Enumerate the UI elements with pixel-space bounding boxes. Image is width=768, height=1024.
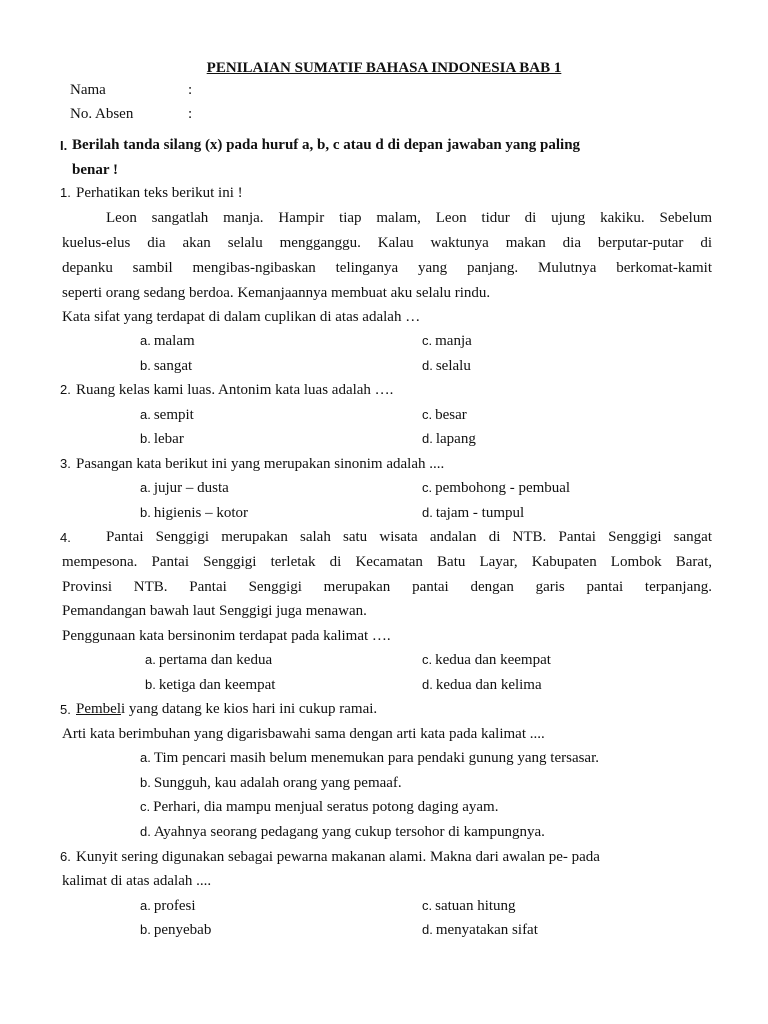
section-instruction-cont: benar ! (72, 162, 118, 178)
question-5-text: Arti kata berimbuhan yang digarisbawahi sama dengan arti kata pada kalimat .... (62, 726, 545, 742)
option-letter: b. (140, 505, 151, 520)
question-number: 5. (60, 702, 71, 717)
option-c[interactable] (140, 797, 498, 817)
option-b[interactable] (145, 675, 275, 695)
option-text: selalu (435, 358, 471, 374)
page-title: PENILAIAN SUMATIF BAHASA INDONESIA BAB 1 (206, 60, 562, 76)
option-letter: d. (422, 922, 433, 937)
option-letter: b. (140, 775, 151, 790)
passage-line: Leon sangatlah manja. Hampir tiap malam, Leon tidur di ujung kakiku. Sebelum (106, 210, 712, 226)
option-letter: b. (145, 677, 156, 692)
option-text: besar (435, 407, 467, 423)
option-text: tajam - tumpul (435, 505, 525, 521)
option-letter: a. (140, 898, 151, 913)
option-d[interactable] (140, 822, 545, 842)
option-c[interactable] (422, 478, 570, 498)
option-text: malam (153, 333, 195, 349)
option-d[interactable] (422, 920, 538, 940)
option-text: sempit (153, 407, 194, 423)
option-b[interactable] (140, 920, 211, 940)
option-text: jujur – dusta (153, 480, 229, 496)
option-letter: d. (422, 677, 433, 692)
option-letter: a. (140, 333, 151, 348)
option-a[interactable] (145, 650, 272, 670)
option-a[interactable] (140, 478, 229, 498)
passage-line: depanku sambil mengibas-ngibaskan telinganya yang panjang. Mulutnya berkomat-kamit (62, 260, 712, 276)
option-text: Tim pencari masih belum menemukan para pendaki gunung yang tersasar. (153, 750, 600, 766)
field-colon-absen: : (188, 106, 193, 122)
option-c[interactable] (422, 405, 467, 425)
option-text: pertama dan kedua (158, 652, 273, 668)
option-letter: c. (140, 799, 151, 814)
question-number: 2. (60, 382, 71, 397)
option-d[interactable] (422, 503, 524, 523)
option-d[interactable] (422, 356, 471, 376)
option-text: kedua dan kelima (435, 677, 542, 693)
option-a[interactable] (140, 896, 196, 916)
question-4-text: Penggunaan kata bersinonim terdapat pada kalimat …. (62, 628, 391, 644)
option-letter: c. (422, 480, 433, 495)
option-letter: b. (140, 431, 151, 446)
option-text: ketiga dan keempat (158, 677, 276, 693)
option-text: satuan hitung (435, 898, 516, 914)
option-text: Sungguh, kau adalah orang yang pemaaf. (153, 775, 402, 791)
question-6-text: Kunyit sering digunakan sebagai pewarna makanan alami. Makna dari awalan pe- pada (76, 849, 600, 865)
option-b[interactable] (140, 773, 402, 793)
option-d[interactable] (422, 675, 542, 695)
option-text: penyebab (153, 922, 212, 938)
question-number: 6. (60, 849, 71, 864)
passage-line: mempesona. Pantai Senggigi terletak di Kecamatan Batu Layar, Kabupaten Lombok Barat, (62, 554, 712, 570)
option-text: Perhari, dia mampu menjual seratus potong daging ayam. (153, 799, 499, 815)
question-number: 1. (60, 185, 71, 200)
option-letter: b. (140, 922, 151, 937)
option-text: lapang (435, 431, 476, 447)
field-label-absen: No. Absen (70, 106, 134, 122)
option-letter: d. (422, 431, 433, 446)
option-letter: c. (422, 898, 433, 913)
option-letter: d. (422, 505, 433, 520)
option-a[interactable] (140, 748, 599, 768)
option-letter: c. (422, 333, 433, 348)
section-instruction: Berilah tanda silang (x) pada huruf a, b, c atau d di depan jawaban yang paling (72, 137, 581, 153)
option-a[interactable] (140, 331, 195, 351)
option-letter: d. (422, 358, 433, 373)
question-5-sentence (76, 699, 377, 719)
question-number: 3. (60, 456, 71, 471)
option-b[interactable] (140, 503, 248, 523)
option-text: higienis – kotor (153, 505, 249, 521)
option-text: kedua dan keempat (435, 652, 551, 668)
option-text: lebar (153, 431, 184, 447)
question-3-text: Pasangan kata berikut ini yang merupakan sinonim adalah .... (76, 456, 445, 472)
question-1-text: Kata sifat yang terdapat di dalam cuplikan di atas adalah … (62, 309, 421, 325)
underlined-word: Pembel (76, 701, 121, 717)
option-text: sangat (153, 358, 193, 374)
passage-line: Provinsi NTB. Pantai Senggigi merupakan pantai dengan garis pantai terpanjang. (62, 579, 712, 595)
option-letter: a. (140, 480, 151, 495)
option-b[interactable] (140, 429, 184, 449)
option-letter: c. (422, 407, 433, 422)
option-letter: c. (422, 652, 433, 667)
passage-line: kuelus-elus dia akan selalu mengganggu. Kalau waktunya makan dia berputar-putar di (62, 235, 712, 251)
question-2-text: Ruang kelas kami luas. Antonim kata luas adalah …. (76, 382, 394, 398)
passage-line: Pemandangan bawah laut Senggigi juga menawan. (62, 603, 367, 619)
option-letter: a. (145, 652, 156, 667)
option-text: manja (435, 333, 472, 349)
passage-line: Pantai Senggigi merupakan salah satu wisata andalan di NTB. Pantai Senggigi sangat (106, 529, 712, 545)
field-label-nama: Nama (70, 82, 106, 98)
option-c[interactable] (422, 650, 551, 670)
option-text: pembohong - pembual (435, 480, 571, 496)
option-d[interactable] (422, 429, 476, 449)
option-letter: a. (140, 407, 151, 422)
option-letter: d. (140, 824, 151, 839)
question-6-text-cont: kalimat di atas adalah .... (62, 873, 212, 889)
field-colon-nama: : (188, 82, 193, 98)
passage-line: seperti orang sedang berdoa. Kemanjaannya membuat aku selalu rindu. (62, 285, 491, 301)
option-b[interactable] (140, 356, 192, 376)
sentence-rest: i yang datang ke kios hari ini cukup ramai. (121, 701, 378, 717)
option-c[interactable] (422, 896, 516, 916)
section-number: I. (60, 138, 68, 153)
option-text: Ayahnya seorang pedagang yang cukup tersohor di kampungnya. (153, 824, 545, 840)
question-1-intro: Perhatikan teks berikut ini ! (76, 185, 243, 201)
option-letter: a. (140, 750, 151, 765)
question-number: 4. (60, 530, 71, 545)
option-a[interactable] (140, 405, 194, 425)
option-c[interactable] (422, 331, 472, 351)
option-text: menyatakan sifat (435, 922, 538, 938)
option-letter: b. (140, 358, 151, 373)
option-text: profesi (153, 898, 196, 914)
